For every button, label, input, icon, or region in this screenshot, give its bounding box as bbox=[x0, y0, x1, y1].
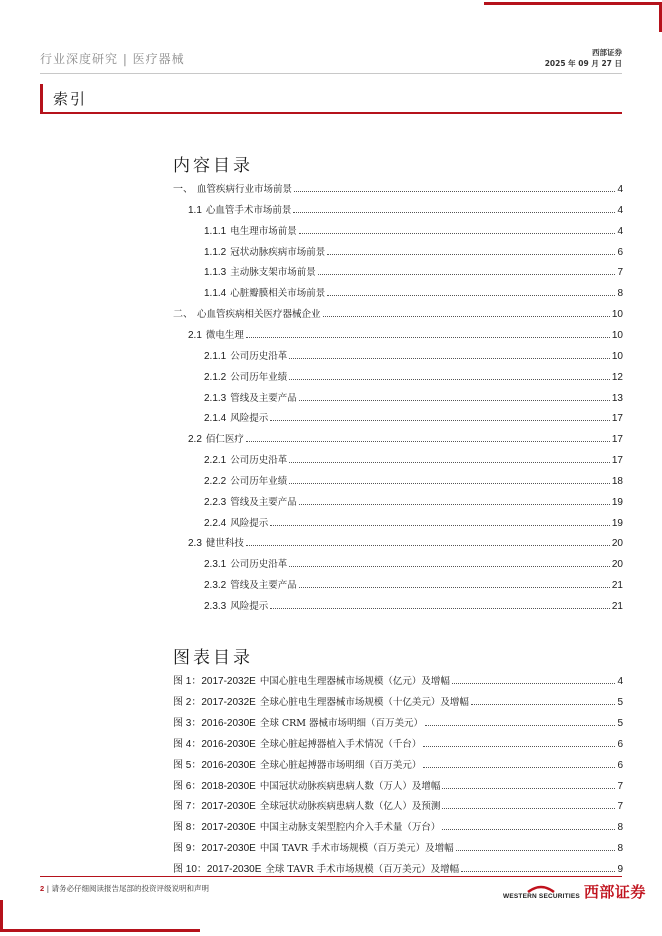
toc-entry-text: 心血管手术市场前景 bbox=[205, 204, 292, 216]
toc-entry-page: 6 bbox=[617, 246, 623, 258]
toc-entry-page: 10 bbox=[611, 309, 623, 321]
leader-dots bbox=[423, 746, 615, 747]
leader-dots bbox=[442, 788, 615, 789]
footer-text: 2 | 请务必仔细阅读报告尾部的投资评级说明和声明 bbox=[40, 884, 209, 893]
figure-entry-text: 全球心脏电生理器械市场规模（十亿美元）及增幅 bbox=[259, 696, 469, 708]
leader-dots bbox=[293, 212, 615, 213]
figure-entry-number: 图 2：2017-2032E bbox=[173, 696, 256, 708]
toc-title: 内容目录 bbox=[173, 156, 253, 176]
toc-entry[interactable] bbox=[204, 288, 623, 300]
leader-dots bbox=[423, 767, 615, 768]
corner-decoration-top-right bbox=[484, 2, 662, 32]
figure-entry[interactable] bbox=[173, 801, 623, 813]
leader-dots bbox=[452, 683, 616, 684]
section-title: 索引 bbox=[53, 90, 88, 108]
figure-entry-number: 图 3：2016-2030E bbox=[173, 717, 256, 729]
figure-entry-text: 中国心脏电生理器械市场规模（亿元）及增幅 bbox=[259, 676, 450, 687]
toc-entry-number: 2.1.2 bbox=[204, 371, 227, 383]
leader-dots bbox=[246, 337, 610, 338]
toc-entry-number: 2.2.2 bbox=[204, 475, 227, 487]
leader-dots bbox=[327, 295, 615, 296]
leader-dots bbox=[294, 191, 615, 192]
figure-entry-number: 图 8：2017-2030E bbox=[173, 822, 256, 834]
figure-entry-number: 图 6：2018-2030E bbox=[173, 780, 256, 792]
toc-entry-page: 10 bbox=[611, 329, 623, 341]
toc-entry[interactable] bbox=[188, 538, 623, 550]
toc-entry-page: 18 bbox=[611, 475, 623, 487]
leader-dots bbox=[270, 608, 610, 609]
toc-entry-text: 管线及主要产品 bbox=[230, 580, 297, 592]
company-logo bbox=[503, 881, 646, 902]
leader-dots bbox=[289, 358, 610, 359]
toc-entry-page: 19 bbox=[611, 496, 623, 508]
figure-entry[interactable] bbox=[173, 781, 623, 793]
toc-entry[interactable] bbox=[204, 455, 623, 467]
leader-dots bbox=[246, 441, 610, 442]
leader-dots bbox=[299, 587, 610, 588]
leader-dots bbox=[246, 545, 610, 546]
toc-entry-number: 2.2.4 bbox=[204, 517, 227, 529]
figure-entry[interactable] bbox=[173, 697, 623, 709]
leader-dots bbox=[289, 462, 610, 463]
toc-entry-number: 2.1.4 bbox=[204, 413, 227, 425]
toc-entry-number: 2.1.3 bbox=[204, 392, 227, 404]
figure-entry-text: 全球心脏起搏器市场明细（百万美元） bbox=[259, 759, 422, 771]
corner-decoration-bottom-left bbox=[0, 900, 200, 932]
figure-entry-text: 中国主动脉支架型腔内介入手术量（万台） bbox=[259, 822, 441, 834]
toc-entry-page: 8 bbox=[617, 288, 623, 300]
toc-entry-text: 公司历年业绩 bbox=[230, 475, 288, 487]
toc-entry-text: 公司历史沿革 bbox=[230, 559, 288, 571]
toc-entry-number: 2.1.1 bbox=[204, 350, 227, 362]
toc-entry-number: 2.2.1 bbox=[204, 455, 227, 467]
figure-entry[interactable] bbox=[173, 676, 623, 688]
toc-entry[interactable] bbox=[204, 247, 623, 259]
toc-entry[interactable] bbox=[204, 267, 623, 279]
toc-entry-number: 2.2 bbox=[188, 434, 202, 446]
leader-dots bbox=[318, 274, 616, 275]
leader-dots bbox=[289, 566, 610, 567]
toc-entry-number: 2.3 bbox=[188, 538, 202, 550]
toc-entry-text: 健世科技 bbox=[205, 538, 244, 550]
toc-entry-page: 7 bbox=[617, 267, 623, 279]
figure-entry[interactable] bbox=[173, 760, 623, 772]
toc-entry-page: 19 bbox=[611, 517, 623, 529]
figure-entry[interactable] bbox=[173, 718, 623, 730]
header-info bbox=[545, 47, 622, 69]
leader-dots bbox=[289, 483, 610, 484]
leader-dots bbox=[442, 808, 615, 809]
figure-entry[interactable] bbox=[173, 822, 623, 834]
logo-english: WESTERN SECURITIES bbox=[503, 892, 580, 900]
figure-entry-number: 图 9：2017-2030E bbox=[173, 843, 256, 855]
leader-dots bbox=[323, 316, 610, 317]
company-name: 西部证券 bbox=[592, 48, 622, 57]
toc-entry-page: 20 bbox=[611, 538, 623, 550]
toc-entry-number: 二、 bbox=[173, 309, 193, 321]
figure-entry-page: 7 bbox=[617, 801, 623, 813]
toc-entry[interactable] bbox=[204, 413, 623, 425]
toc-entry-text: 心脏瓣膜相关市场前景 bbox=[230, 288, 326, 300]
figure-entry[interactable] bbox=[173, 864, 623, 876]
toc-entry-text: 冠状动脉疾病市场前景 bbox=[230, 246, 326, 258]
figure-entry-page: 8 bbox=[617, 822, 623, 834]
toc-entry[interactable] bbox=[204, 518, 623, 530]
figure-entry-text: 中国 TAVR 手术市场规模（百万美元）及增幅 bbox=[259, 843, 454, 855]
toc-entry[interactable] bbox=[188, 434, 623, 446]
figure-entry-page: 6 bbox=[617, 738, 623, 750]
toc-entry-page: 4 bbox=[617, 184, 623, 195]
figure-entry-page: 5 bbox=[617, 696, 623, 708]
toc-entry-page: 21 bbox=[611, 601, 623, 612]
toc-entry[interactable] bbox=[204, 351, 623, 363]
footer-divider bbox=[40, 876, 622, 877]
figure-entry-text: 全球心脏起搏器植入手术情况（千台） bbox=[259, 738, 422, 750]
toc-entry-text: 风险提示 bbox=[230, 517, 269, 529]
figure-entry-number: 图 10：2017-2030E bbox=[173, 864, 262, 876]
toc-entry-page: 20 bbox=[611, 559, 623, 571]
figure-entry-page: 7 bbox=[617, 780, 623, 792]
leader-dots bbox=[327, 254, 615, 255]
toc-entry-page: 4 bbox=[617, 204, 623, 216]
figure-entry-text: 全球 CRM 器械市场明细（百万美元） bbox=[259, 717, 424, 729]
toc-entry[interactable] bbox=[173, 184, 623, 196]
toc-entry-number: 一、 bbox=[173, 184, 193, 195]
toc-entry-page: 13 bbox=[611, 392, 623, 404]
report-date: 2025 年 09 月 27 日 bbox=[544, 59, 622, 68]
toc-entry[interactable] bbox=[173, 309, 623, 321]
figure-entry-text: 全球 TAVR 手术市场规模（百万美元）及增幅 bbox=[265, 864, 460, 876]
figure-entry-number: 图 1：2017-2032E bbox=[173, 676, 256, 687]
toc-entry-number: 2.3.1 bbox=[204, 559, 227, 571]
figures-title: 图表目录 bbox=[173, 648, 253, 668]
toc-entry-number: 2.3.3 bbox=[204, 601, 227, 612]
leader-dots bbox=[425, 725, 615, 726]
leader-dots bbox=[442, 829, 615, 830]
toc-entry-number: 1.1.3 bbox=[204, 267, 227, 279]
logo-arc-icon bbox=[526, 884, 556, 893]
toc-entry-text: 电生理市场前景 bbox=[230, 225, 297, 237]
leader-dots bbox=[456, 850, 616, 851]
toc-entry-page: 17 bbox=[611, 413, 623, 425]
toc-entry-page: 4 bbox=[617, 225, 623, 237]
leader-dots bbox=[289, 379, 610, 380]
toc-entry-page: 21 bbox=[611, 580, 623, 592]
toc-entry-text: 管线及主要产品 bbox=[230, 496, 297, 508]
figure-entry[interactable] bbox=[173, 739, 623, 751]
logo-mark bbox=[503, 884, 580, 900]
toc-entry-page: 17 bbox=[611, 455, 623, 467]
toc-entry-number: 1.1.4 bbox=[204, 288, 227, 300]
toc-entry-text: 心血管疾病相关医疗器械企业 bbox=[197, 309, 321, 321]
figure-entry-number: 图 7：2017-2030E bbox=[173, 801, 256, 813]
toc-entry-number: 2.1 bbox=[188, 329, 202, 341]
toc-entry-text: 佰仁医疗 bbox=[205, 434, 244, 446]
leader-dots bbox=[270, 420, 610, 421]
toc-entry[interactable] bbox=[204, 497, 623, 509]
toc-entry-page: 17 bbox=[611, 434, 623, 446]
leader-dots bbox=[299, 233, 616, 234]
toc-entry[interactable] bbox=[204, 226, 623, 238]
toc-entry-number: 1.1.1 bbox=[204, 225, 227, 237]
figure-entry-page: 8 bbox=[617, 843, 623, 855]
figure-entry-text: 中国冠状动脉疾病患病人数（万人）及增幅 bbox=[259, 780, 441, 792]
toc-entry-page: 10 bbox=[611, 350, 623, 362]
toc-entry[interactable] bbox=[188, 330, 623, 342]
figure-entry[interactable] bbox=[173, 843, 623, 855]
toc-entry[interactable] bbox=[188, 205, 623, 217]
toc-entry-text: 主动脉支架市场前景 bbox=[230, 267, 316, 279]
toc-entry-text: 公司历史沿革 bbox=[230, 455, 288, 467]
toc-entry-page: 12 bbox=[611, 371, 623, 383]
page-number: 2 bbox=[40, 884, 45, 893]
toc-entry[interactable] bbox=[204, 393, 623, 405]
figure-entry-page: 6 bbox=[617, 759, 623, 771]
toc-entry-number: 2.2.3 bbox=[204, 496, 227, 508]
leader-dots bbox=[270, 525, 610, 526]
toc-entry[interactable] bbox=[204, 580, 623, 592]
toc-entry-text: 风险提示 bbox=[230, 601, 269, 612]
leader-dots bbox=[461, 871, 615, 872]
leader-dots bbox=[299, 400, 610, 401]
leader-dots bbox=[299, 504, 610, 505]
figure-entry-page: 4 bbox=[617, 676, 623, 687]
toc-entry-number: 1.1.2 bbox=[204, 246, 227, 258]
toc-entry[interactable] bbox=[204, 372, 623, 384]
toc-entry-text: 公司历史沿革 bbox=[230, 350, 288, 362]
toc-entry-text: 风险提示 bbox=[230, 413, 269, 425]
toc-entry[interactable] bbox=[204, 476, 623, 488]
toc-entry-text: 血管疾病行业市场前景 bbox=[197, 184, 293, 195]
figure-entry-text: 全球冠状动脉疾病患病人数（亿人）及预测 bbox=[259, 801, 441, 813]
figure-entry-page: 9 bbox=[617, 864, 623, 876]
toc-entry-number: 1.1 bbox=[188, 204, 202, 216]
logo-chinese: 西部证券 bbox=[583, 883, 646, 901]
report-category: 行业深度研究 | 医疗器械 bbox=[40, 52, 185, 66]
toc-entry-text: 公司历年业绩 bbox=[230, 371, 288, 383]
toc-entry-text: 管线及主要产品 bbox=[230, 392, 297, 404]
toc-entry[interactable] bbox=[204, 559, 623, 571]
disclaimer: 请务必仔细阅读报告尾部的投资评级说明和声明 bbox=[51, 884, 209, 893]
header-divider bbox=[40, 73, 622, 74]
figure-entry-number: 图 4：2016-2030E bbox=[173, 738, 256, 750]
toc-entry-text: 微电生理 bbox=[205, 329, 244, 341]
toc-entry[interactable] bbox=[204, 601, 623, 613]
toc-entry-number: 2.3.2 bbox=[204, 580, 227, 592]
figure-entry-number: 图 5：2016-2030E bbox=[173, 759, 256, 771]
figure-entry-page: 5 bbox=[617, 717, 623, 729]
leader-dots bbox=[471, 704, 616, 705]
section-bar bbox=[40, 84, 622, 114]
